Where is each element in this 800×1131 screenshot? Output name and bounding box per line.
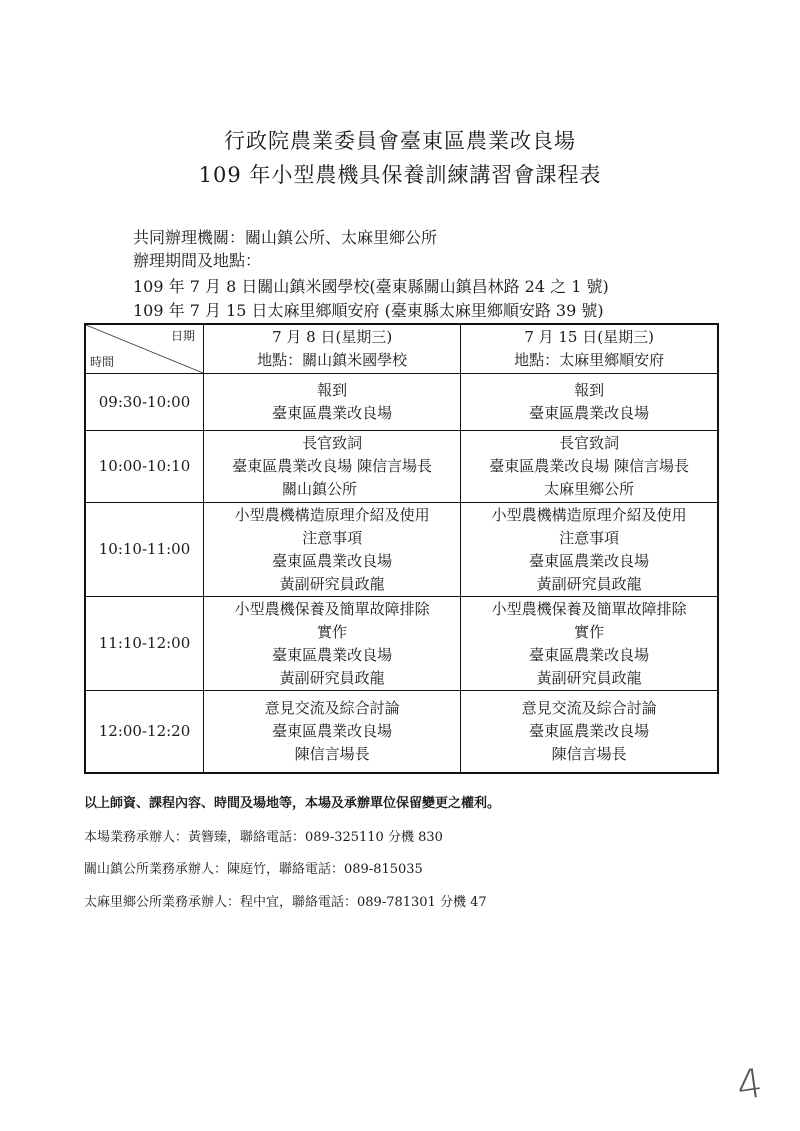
cell-line: 意見交流及綜合討論 (521, 698, 657, 717)
day2-cell (461, 374, 718, 431)
co-organizers-text: 共同辦理機關：關山鎮公所、太麻里鄉公所 (133, 228, 438, 247)
day1-cell (204, 503, 461, 597)
cell-line: 陳信言場長 (551, 744, 627, 763)
cell-line: 臺東區農業改良場 陳信言場長 (489, 457, 690, 475)
cell-line: 臺東區農業改良場 (529, 551, 650, 570)
table-header-row (85, 324, 718, 374)
period-label: 辦理期間及地點： (133, 251, 262, 270)
cell-line: 意見交流及綜合討論 (264, 698, 400, 717)
day1-location: 地點：關山鎮米國學校 (257, 351, 408, 369)
cell-line: 小型農機構造原理介紹及使用 (491, 505, 687, 524)
session1-text: 109 年 7 月 8 日關山鎮米國學校(臺東縣關山鎮昌林路 24 之 1 號) (133, 277, 609, 296)
corner-time-label: 時間 (90, 355, 115, 369)
cell-line: 小型農機構造原理介紹及使用 (234, 505, 430, 524)
cell-line: 臺東區農業改良場 (529, 721, 650, 740)
time-cell: 10:10-11:00 (85, 503, 204, 597)
cell-line: 太麻里鄉公所 (544, 480, 635, 498)
cell-line: 臺東區農業改良場 (529, 645, 650, 664)
cell-line: 長官致詞 (559, 434, 620, 452)
rights-notice: 以上師資、課程內容、時間及場地等，本場及承辦單位保留變更之權利。 (84, 796, 501, 811)
table-row (85, 431, 718, 503)
document-title: 行政院農業委員會臺東區農業改良場 (224, 129, 576, 153)
day1-cell (204, 597, 461, 691)
cell-line: 報到 (574, 381, 605, 399)
day2-header (461, 324, 718, 374)
day1-header (204, 324, 461, 374)
time-cell: 10:00-10:10 (85, 431, 204, 503)
cell-line: 黃副研究員政龍 (279, 574, 385, 593)
cell-line: 黃副研究員政龍 (536, 574, 642, 593)
cell-line: 實作 (317, 622, 348, 641)
day1-cell (204, 374, 461, 431)
cell-line: 小型農機保養及簡單故障排除 (491, 599, 687, 618)
cell-line: 臺東區農業改良場 (272, 551, 393, 570)
corner-date-label: 日期 (171, 329, 196, 343)
cell-line: 臺東區農業改良場 陳信言場長 (232, 457, 433, 475)
time-cell: 12:00-12:20 (85, 691, 204, 773)
cell-line: 注意事項 (302, 528, 363, 547)
table-row (85, 503, 718, 597)
time-cell: 09:30-10:00 (85, 374, 204, 431)
corner-cell (85, 324, 204, 374)
document-subtitle: 109 年小型農機具保養訓練講習會課程表 (198, 163, 602, 187)
table-row (85, 691, 718, 773)
cell-line: 小型農機保養及簡單故障排除 (234, 599, 430, 618)
cell-line: 長官致詞 (302, 434, 363, 452)
page-number: 4 (733, 1060, 766, 1110)
cell-line: 臺東區農業改良場 (272, 645, 393, 664)
day1-date: 7 月 8 日(星期三) (272, 328, 393, 346)
schedule-table (84, 323, 719, 774)
day1-cell (204, 691, 461, 773)
cell-line: 臺東區農業改良場 (272, 404, 393, 422)
cell-line: 關山鎮公所 (282, 480, 358, 498)
cell-line: 黃副研究員政龍 (279, 668, 385, 687)
cell-line: 陳信言場長 (294, 744, 370, 763)
cell-line: 實作 (574, 622, 605, 641)
contact-line-3: 太麻里鄉公所業務承辦人：程中宜，聯絡電話：089-781301 分機 47 (84, 895, 487, 910)
table-row (85, 597, 718, 691)
cell-line: 黃副研究員政龍 (536, 668, 642, 687)
day1-cell (204, 431, 461, 503)
contact-line-2: 關山鎮公所業務承辦人：陳庭竹，聯絡電話：089-815035 (84, 862, 423, 877)
cell-line: 臺東區農業改良場 (272, 721, 393, 740)
time-cell: 11:10-12:00 (85, 597, 204, 691)
contact-line-1: 本場業務承辦人：黃簪臻，聯絡電話：089-325110 分機 830 (84, 830, 443, 845)
cell-line: 注意事項 (559, 528, 620, 547)
cell-line: 報到 (317, 381, 348, 399)
table-row (85, 374, 718, 431)
day2-date: 7 月 15 日(星期三) (524, 328, 654, 346)
cell-line: 臺東區農業改良場 (529, 404, 650, 422)
day2-cell (461, 597, 718, 691)
session2-text: 109 年 7 月 15 日太麻里鄉順安府 (臺東縣太麻里鄉順安路 39 號) (133, 301, 604, 320)
day2-location: 地點：太麻里鄉順安府 (514, 351, 665, 369)
day2-cell (461, 503, 718, 597)
day2-cell (461, 691, 718, 773)
day2-cell (461, 431, 718, 503)
